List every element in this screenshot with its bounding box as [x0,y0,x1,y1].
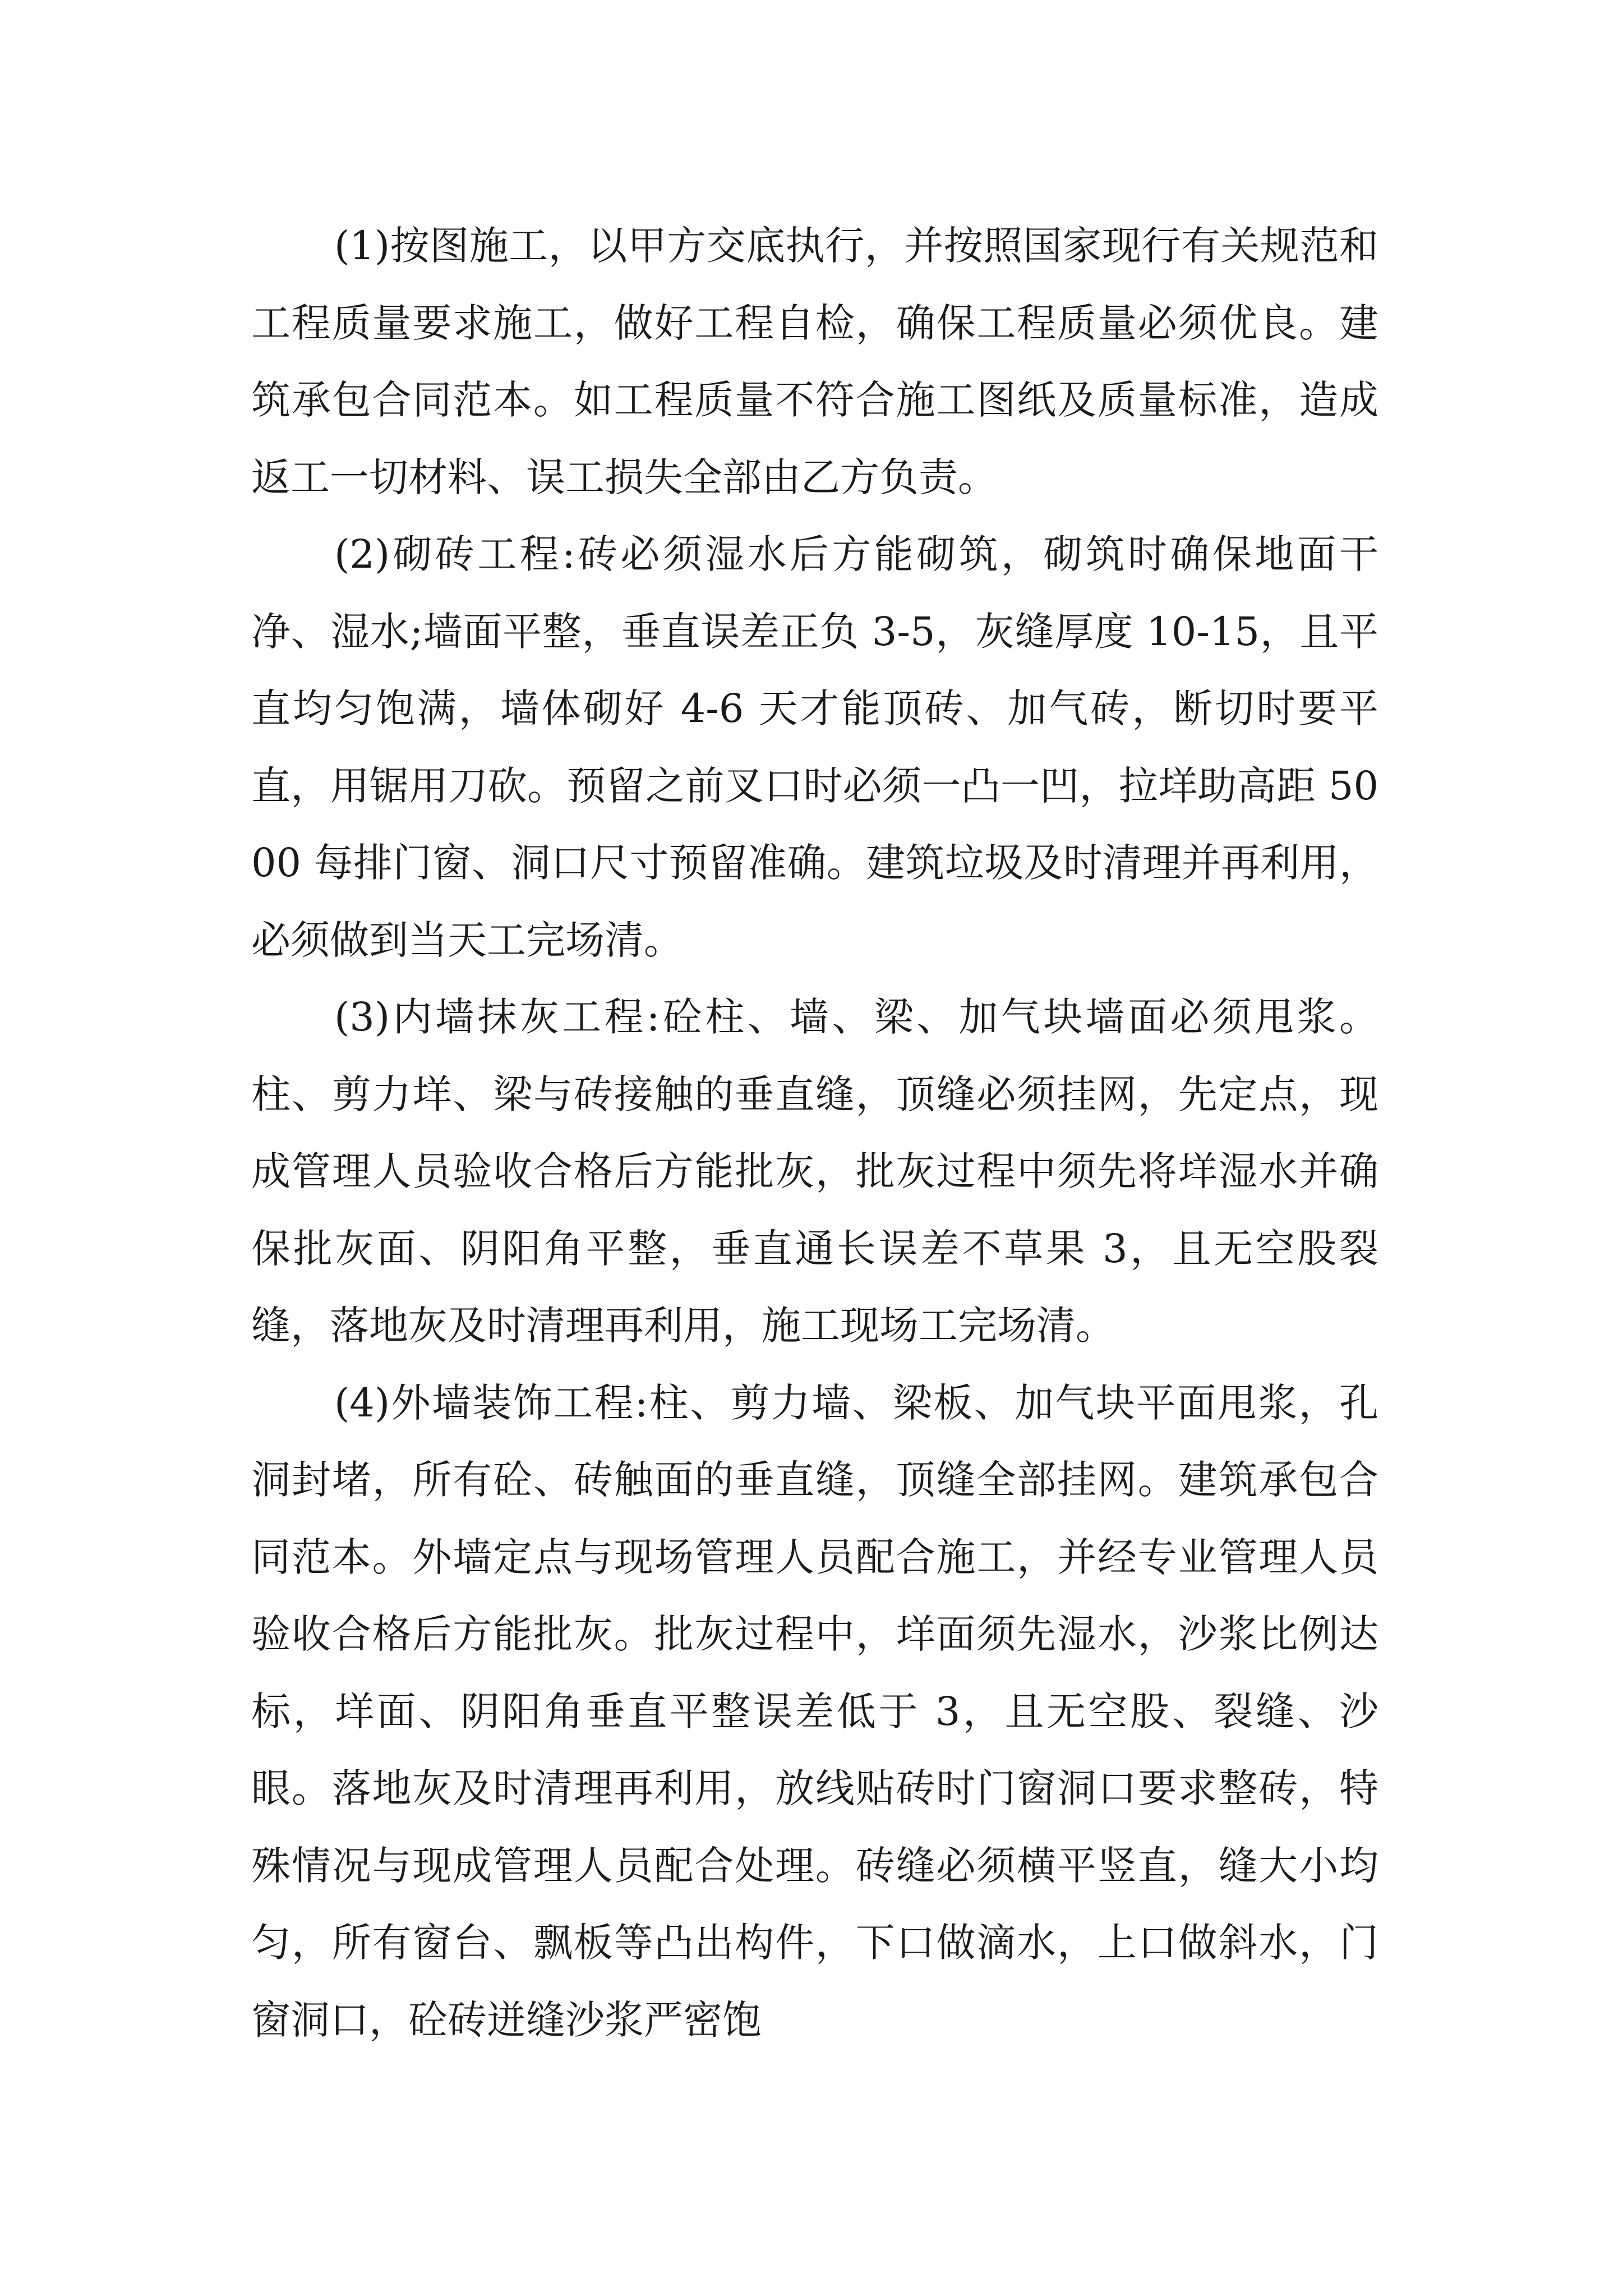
document-body [251,208,1378,2059]
paragraph-2: (2)砌砖工程:砖必须湿水后方能砌筑，砌筑时确保地面干净、湿水;墙面平整，垂直误差正负 3-5，灰缝厚度 10-15，且平直均匀饱满，墙体砌好 4-6 天才能顶砖、加气砖，断切时要平直，用锯用刀砍。预留之前叉口时必须一凸一凹，拉垟助高距 5000 每排门窗、洞口尺寸预留准确。建筑垃圾及时清理并再利用，必须做到当天工完场清。 [251,531,1378,963]
paragraph-1: (1)按图施工，以甲方交底执行，并按照国家现行有关规范和工程质量要求施工，做好工程自检，确保工程质量必须优良。建筑承包合同范本。如工程质量不符合施工图纸及质量标准，造成返工一切材料、误工损失全部由乙方负责。 [251,223,1378,500]
paragraph-4: (4)外墙装饰工程:柱、剪力墙、梁板、加气块平面甩浆，孔洞封堵，所有砼、砖触面的垂直缝，顶缝全部挂网。建筑承包合同范本。外墙定点与现场管理人员配合施工，并经专业管理人员验收合格后方能批灰。批灰过程中，垟面须先湿水，沙浆比例达标，垟面、阴阳角垂直平整误差低于 3，且无空股、裂缝、沙眼。落地灰及时清理再利用，放线贴砖时门窗洞口要求整砖，特殊情况与现成管理人员配合处理。砖缝必须横平竖直，缝大小均匀，所有窗台、飘板等凸出构件，下口做滴水，上口做斜水，门窗洞口，砼砖迸缝沙浆严密饱 [251,1379,1378,2043]
paragraph-3: (3)内墙抹灰工程:砼柱、墙、梁、加气块墙面必须甩浆。柱、剪力垟、梁与砖接触的垂直缝，顶缝必须挂网，先定点，现成管理人员验收合格后方能批灰，批灰过程中须先将垟湿水并确保批灰面、阴阳角平整，垂直通长误差不草果 3，且无空股裂缝，落地灰及时清理再利用，施工现场工完场清。 [251,994,1378,1349]
